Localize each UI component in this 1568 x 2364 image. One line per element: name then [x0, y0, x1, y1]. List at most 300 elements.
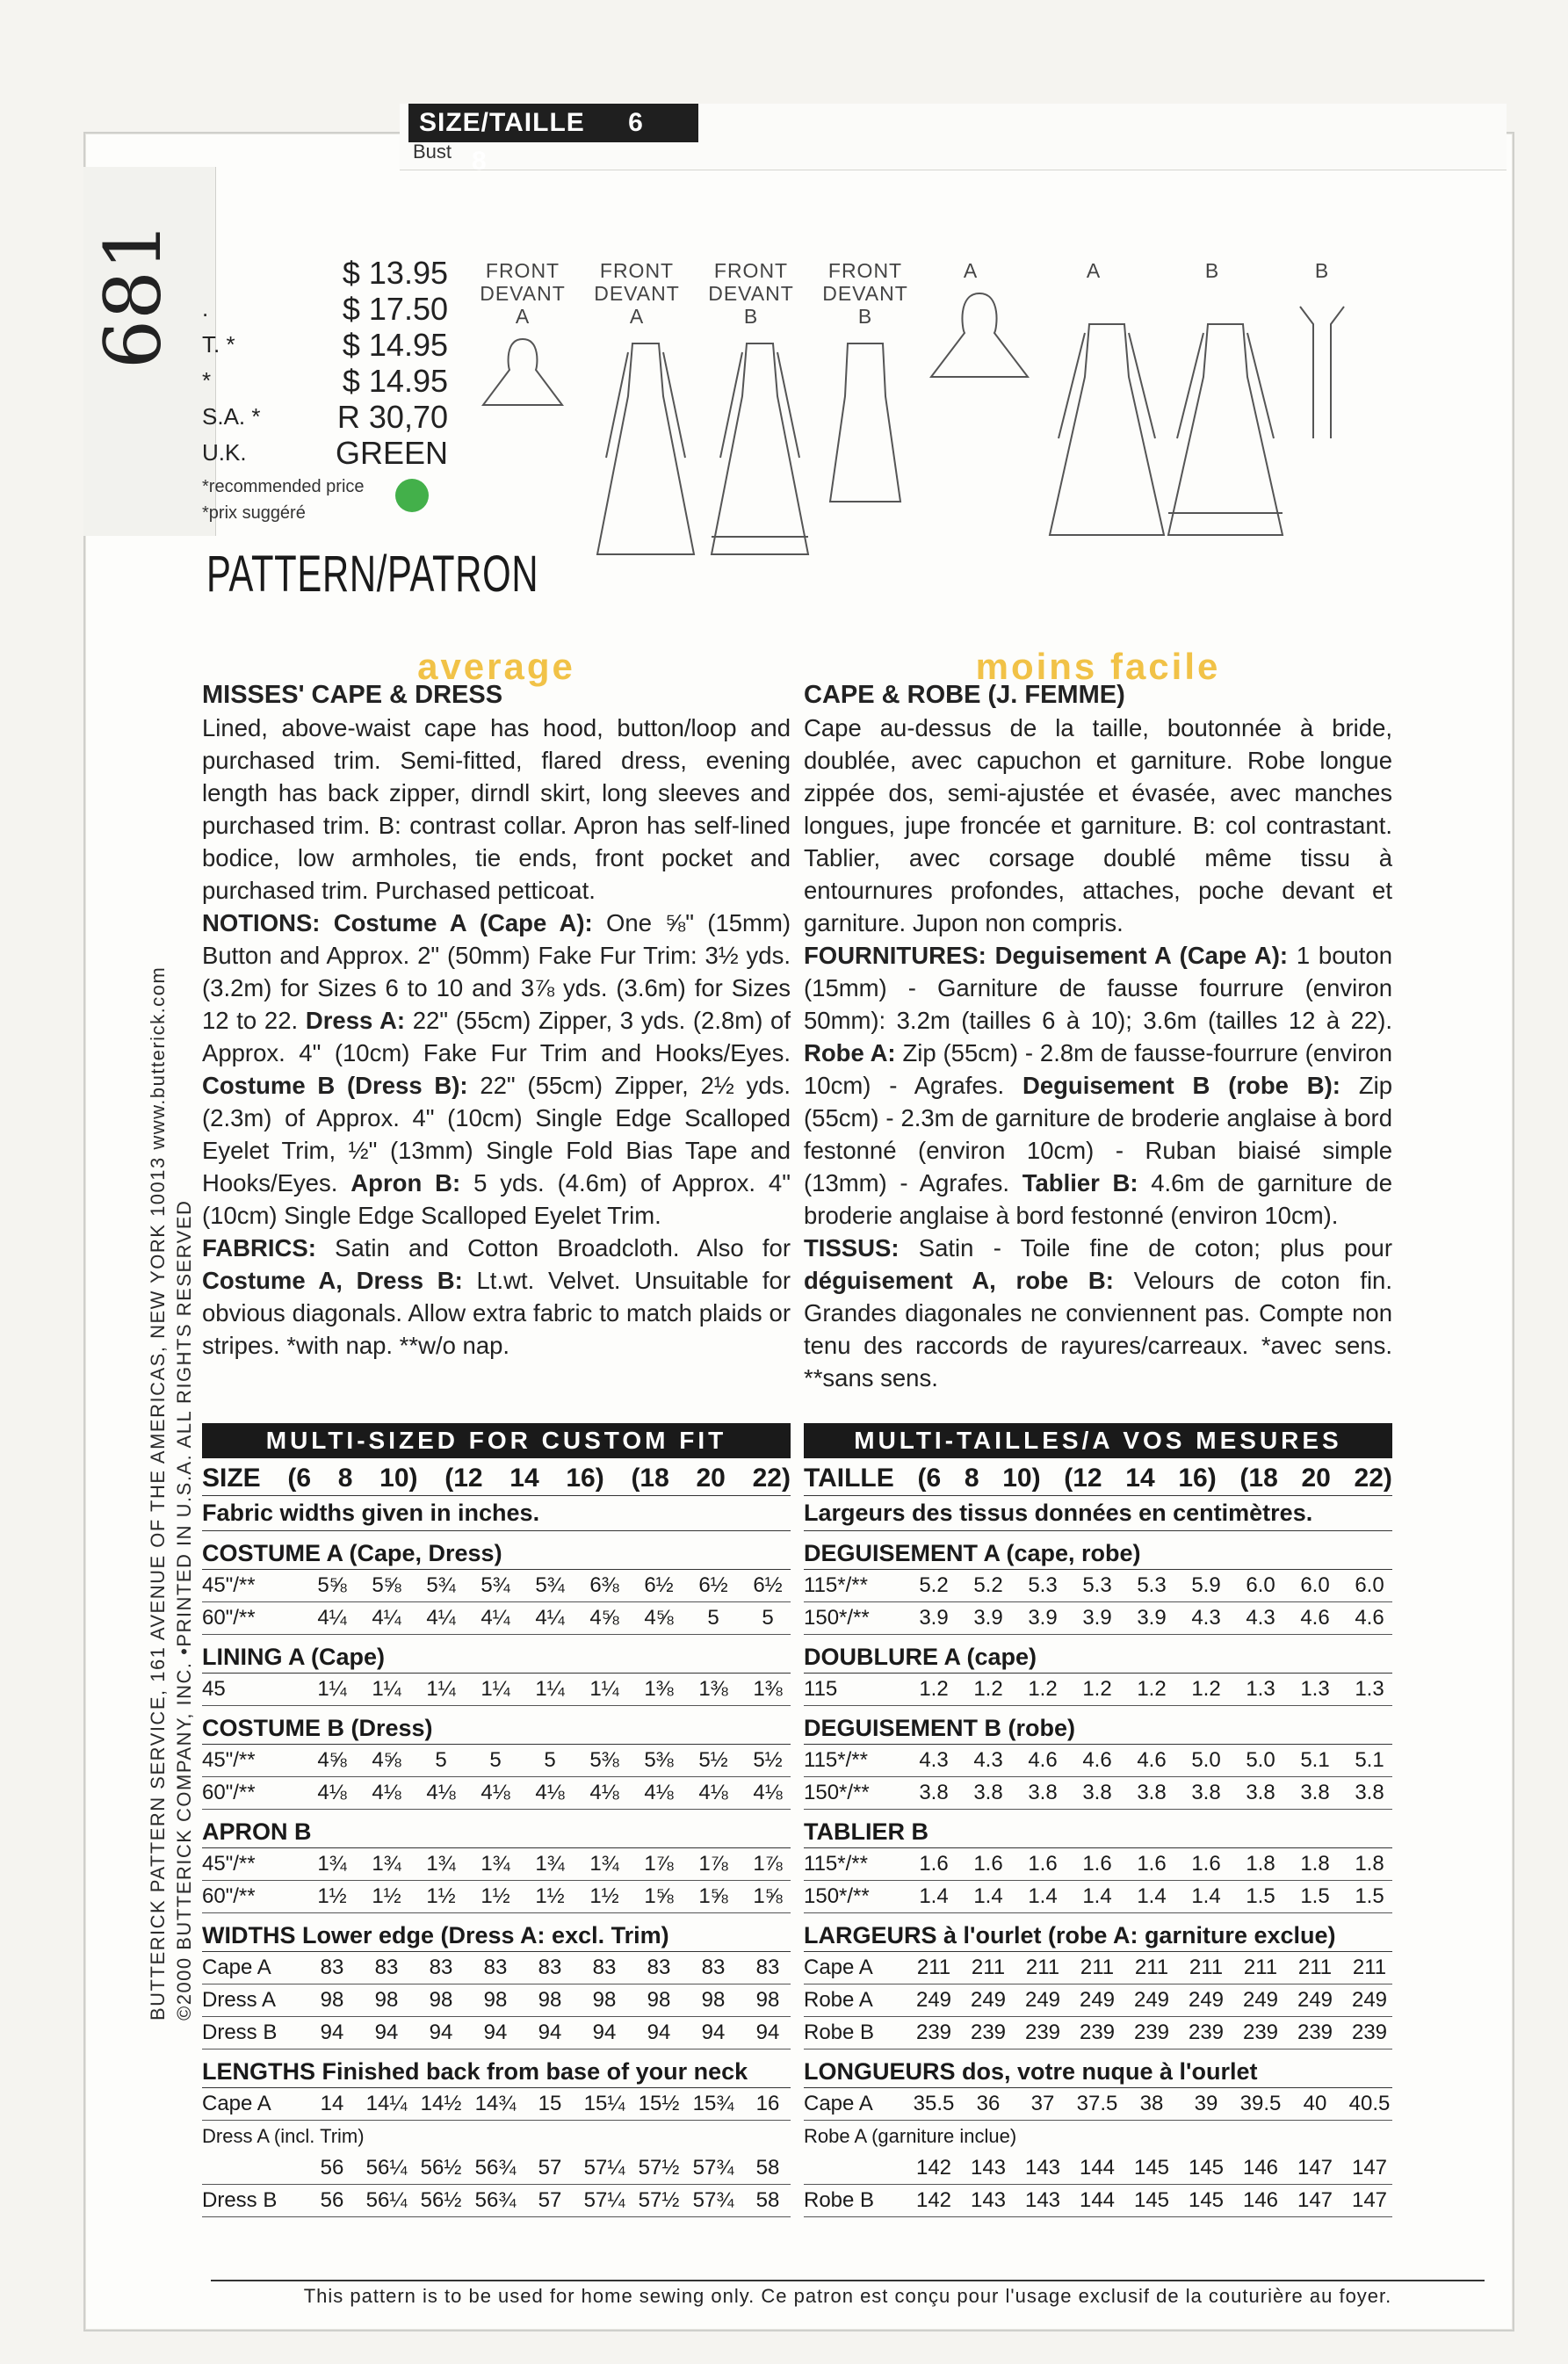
row-value: 5.3 [1028, 1573, 1058, 1597]
row-value: 5.0 [1246, 1748, 1275, 1772]
fabrics-text-1-en: Satin and Cotton Broadcloth. Also for [335, 1234, 791, 1262]
row-value: 98 [755, 1988, 780, 2012]
figure-back-apron-b [1274, 259, 1370, 447]
row-values [309, 1852, 791, 1876]
price-country: . [202, 295, 209, 322]
row-value: 211 [1243, 1956, 1278, 1979]
price-country: T. * [202, 331, 235, 358]
row-value: 37.5 [1076, 2092, 1118, 2115]
notions-deguisement-a: 1 bouton (15mm) - Garniture de fausse fourrure (environ 50mm): 3.2m (tailles 6 à 10); 3.6m (tailles 12 à 22). [804, 942, 1393, 1034]
row-value: 5.1 [1355, 1748, 1384, 1772]
fabrics-label-en: FABRICS: [202, 1234, 316, 1262]
size-value: (18 [1239, 1464, 1278, 1493]
row-values [911, 1781, 1392, 1805]
table-row [804, 1777, 1392, 1810]
row-value: 249 [1242, 1988, 1279, 2012]
row-value: 211 [1352, 1956, 1387, 1979]
table-row [804, 2017, 1392, 2050]
figure-label-2: DEVANT [480, 282, 566, 305]
row-value: 249 [1079, 1988, 1116, 2012]
figure-label-1: A [1086, 259, 1102, 282]
notions-apron-b-label: Apron B: [350, 1169, 461, 1196]
row-value: 249 [1024, 1988, 1061, 2012]
size-row [202, 1458, 791, 1496]
row-value: 4⅛ [481, 1781, 510, 1804]
size-header-first: 6 [628, 108, 644, 137]
row-value: 83 [483, 1956, 508, 1979]
dress-a-back-sketch-icon [1041, 289, 1173, 544]
price-value: $ 14.95 [342, 327, 448, 363]
row-value: 4.6 [1082, 1748, 1112, 1772]
table-section-title: COSTUME A (Cape, Dress) [202, 1536, 791, 1570]
table-section-title: DEGUISEMENT A (cape, robe) [804, 1536, 1392, 1570]
table-section-title: LINING A (Cape) [202, 1640, 791, 1674]
row-value: 56 [320, 2156, 344, 2180]
row-value: 249 [970, 1988, 1007, 2012]
row-value: 3.9 [1028, 1606, 1058, 1630]
table-row [202, 2017, 791, 2050]
figure-label-1: FRONT [599, 259, 675, 282]
row-values [309, 1781, 791, 1805]
fabrics-fr [804, 1232, 1392, 1394]
table-row [202, 1952, 791, 1984]
pattern-title: PATTERN/PATRON [206, 546, 539, 603]
price-note-fr: *prix suggéré [202, 503, 306, 523]
row-value: 3.9 [1082, 1606, 1112, 1630]
row-value: 5.9 [1191, 1573, 1221, 1597]
price-value: GREEN [335, 435, 448, 471]
row-value: 4⅛ [644, 1781, 674, 1804]
row-value: 98 [429, 1988, 453, 2012]
row-value: 4.3 [973, 1748, 1003, 1772]
row-value: 3.8 [973, 1781, 1003, 1804]
size-header-label: SIZE/TAILLE [419, 108, 585, 137]
price-row [202, 327, 448, 363]
cape-front-sketch-icon [474, 335, 571, 423]
row-value: 1.6 [1082, 1852, 1112, 1876]
row-value: 56¾ [474, 2188, 517, 2212]
row-value: 1½ [426, 1884, 456, 1908]
row-value: 1.3 [1355, 1677, 1384, 1701]
row-value: 5¾ [481, 1573, 510, 1597]
row-value: 5½ [698, 1748, 728, 1772]
table-row [804, 1674, 1392, 1706]
row-value: 1⅞ [753, 1852, 783, 1876]
row-value: 1.2 [1028, 1677, 1058, 1701]
row-value: 5.1 [1300, 1748, 1330, 1772]
size-value: 20 [1301, 1464, 1331, 1493]
fabric-width-note: Fabric widths given in inches. [202, 1496, 791, 1531]
row-value: 94 [320, 2021, 344, 2044]
size-value: 22) [1354, 1464, 1392, 1493]
row-value: 5¾ [426, 1573, 456, 1597]
row-value: 39 [1194, 2092, 1218, 2115]
figure-front-dress-a [589, 259, 685, 563]
table-row [804, 1848, 1392, 1881]
row-value: 1.5 [1300, 1884, 1330, 1908]
green-dot-icon [395, 479, 429, 512]
row-value: 211 [916, 1956, 951, 1979]
row-value: 4.3 [919, 1748, 949, 1772]
apron-back-sketch-icon [1274, 289, 1370, 447]
row-values [309, 2188, 791, 2213]
row-value: 5½ [753, 1748, 783, 1772]
row-value: 56½ [420, 2188, 462, 2212]
row-value: 6½ [753, 1573, 783, 1597]
row-value: 249 [1351, 1988, 1388, 2012]
row-value: 5.3 [1137, 1573, 1167, 1597]
row-value: 94 [647, 2021, 671, 2044]
row-value: 4⅛ [317, 1781, 347, 1804]
price-country: * [202, 367, 212, 394]
row-value: 1⅝ [753, 1884, 783, 1908]
row-values [309, 2092, 791, 2116]
row-values [911, 1606, 1392, 1630]
row-value: 1¾ [372, 1852, 401, 1876]
difficulty-level-fr: moins facile [975, 646, 1221, 687]
row-label: 60"/** [202, 1606, 256, 1630]
row-value: 1¾ [589, 1852, 619, 1876]
row-value: 35.5 [913, 2092, 955, 2115]
notions-tablier-b-label: Tablier B: [1022, 1169, 1138, 1196]
row-values [309, 1988, 791, 2013]
row-value: 14½ [420, 2092, 462, 2115]
row-value: 147 [1297, 2156, 1333, 2180]
row-value: 4⅛ [372, 1781, 401, 1804]
row-value: 56¼ [365, 2188, 408, 2212]
table-row [804, 1952, 1392, 1984]
row-value: 143 [970, 2156, 1007, 2180]
price-row [202, 363, 448, 399]
pattern-name-fr: CAPE & ROBE (J. FEMME) [804, 681, 1125, 709]
price-value: $ 14.95 [342, 363, 448, 399]
row-value: 58 [755, 2188, 780, 2212]
dress-b-back-sketch-icon [1160, 289, 1291, 544]
row-value: 1¾ [426, 1852, 456, 1876]
row-value: 239 [1242, 2021, 1279, 2044]
row-value: 211 [1025, 1956, 1060, 1979]
row-value: 57 [538, 2156, 562, 2180]
row-value: 15¼ [583, 2092, 625, 2115]
dress-a-front-sketch-icon [589, 335, 703, 563]
row-value: 4⅛ [698, 1781, 728, 1804]
row-value: 146 [1242, 2156, 1279, 2180]
row-value: 57½ [638, 2188, 680, 2212]
row-value: 1.6 [1028, 1852, 1058, 1876]
row-value: 1⅜ [644, 1677, 674, 1701]
size-value: 14 [1125, 1464, 1155, 1493]
row-value: 1.4 [1082, 1884, 1112, 1908]
row-values [309, 1606, 791, 1630]
figure-label-1: B [1314, 259, 1330, 282]
table-title-bar: MULTI-TAILLES/A VOS MESURES [804, 1423, 1392, 1458]
table-row [202, 2088, 791, 2121]
row-label: Dress A (incl. Trim) [202, 2125, 365, 2147]
row-value: 4¼ [372, 1606, 401, 1630]
size-value: (6 [917, 1464, 942, 1493]
row-value: 3.8 [1028, 1781, 1058, 1804]
row-value: 56¾ [474, 2156, 517, 2180]
row-label: 45"/** [202, 1852, 256, 1876]
row-value: 142 [915, 2156, 952, 2180]
row-values [309, 1748, 791, 1773]
dress-b-front-sketch-icon [703, 335, 817, 563]
fabrics-text-2-fr: Velours de coton fin. Grandes diagonales ne conviennent pas. Compte non tenu des raccords de rayures/carreaux. *avec sens. **sans sens. [804, 1267, 1392, 1392]
row-values [911, 1748, 1392, 1773]
row-value: 6.0 [1300, 1573, 1330, 1597]
row-value: 5.2 [973, 1573, 1003, 1597]
row-value: 98 [701, 1988, 726, 2012]
table-row [804, 1881, 1392, 1913]
row-value: 1.3 [1300, 1677, 1330, 1701]
figure-front-apron-b [817, 259, 914, 510]
size-label: SIZE [202, 1464, 261, 1493]
row-value: 1.4 [1137, 1884, 1167, 1908]
row-value: 1.4 [1028, 1884, 1058, 1908]
row-value: 1.5 [1355, 1884, 1384, 1908]
row-label: 60"/** [202, 1884, 256, 1908]
notions-deguisement-b-label: Deguisement B (robe B): [1022, 1072, 1340, 1099]
figure-label-1: A [963, 259, 979, 282]
row-value: 83 [320, 1956, 344, 1979]
price-row [202, 399, 448, 435]
row-value: 143 [1024, 2156, 1061, 2180]
row-value: 57 [538, 2188, 562, 2212]
table-row [804, 2121, 1392, 2152]
figure-label-1: FRONT [713, 259, 789, 282]
table-section-title: DEGUISEMENT B (robe) [804, 1711, 1392, 1745]
row-values [911, 1852, 1392, 1876]
row-label: Robe B [804, 2021, 875, 2044]
size-label: TAILLE [804, 1464, 894, 1493]
row-value: 142 [915, 2188, 952, 2212]
row-value: 145 [1133, 2156, 1170, 2180]
row-value: 1.6 [1191, 1852, 1221, 1876]
row-value: 239 [970, 2021, 1007, 2044]
row-label: Robe B [804, 2188, 875, 2212]
row-value: 83 [647, 1956, 671, 1979]
row-value: 5.2 [919, 1573, 949, 1597]
table-row [804, 1984, 1392, 2017]
row-label: 115*/** [804, 1852, 868, 1876]
row-values [911, 1677, 1392, 1702]
row-value: 6.0 [1355, 1573, 1384, 1597]
row-values [309, 2156, 791, 2180]
row-value: 4⅛ [753, 1781, 783, 1804]
row-value: 239 [1297, 2021, 1333, 2044]
row-value: 94 [429, 2021, 453, 2044]
row-value: 40 [1303, 2092, 1327, 2115]
table-row [804, 1745, 1392, 1777]
row-value: 4⅝ [589, 1606, 619, 1630]
row-value: 94 [701, 2021, 726, 2044]
row-label: Cape A [202, 2092, 271, 2115]
row-value: 6⅜ [589, 1573, 619, 1597]
row-value: 239 [1188, 2021, 1225, 2044]
notions-apron-b: 5 yds. (4.6m) of Approx. 4" (10cm) Single Edge Scalloped Eyelet Trim. [202, 1169, 791, 1229]
row-value: 4⅝ [644, 1606, 674, 1630]
size-value: (6 [287, 1464, 312, 1493]
row-value: 4¼ [317, 1606, 347, 1630]
row-values [309, 1956, 791, 1980]
pattern-name-en: MISSES' CAPE & DRESS [202, 681, 503, 709]
table-row [202, 1570, 791, 1602]
price-row [202, 291, 448, 327]
size-value: (18 [631, 1464, 669, 1493]
row-value: 83 [538, 1956, 562, 1979]
row-value: 1.4 [1191, 1884, 1221, 1908]
table-row [202, 2152, 791, 2185]
row-value: 4.3 [1246, 1606, 1275, 1630]
garment-description-fr: Cape au-dessus de la taille, boutonnée à bride, doublée, avec capuchon et garniture. Robe longue zippée dos, semi-ajustée et évasée, avec manches longues, jupe froncée et garniture. B: col contrastant. Tablier, avec corsage doublé même tissu à entournures profondes, attaches, poche devant et garniture. Jupon non compris. [804, 714, 1392, 936]
row-value: 239 [1079, 2021, 1116, 2044]
row-value: 4¼ [426, 1606, 456, 1630]
row-value: 1¼ [535, 1677, 565, 1701]
row-value: 1¼ [372, 1677, 401, 1701]
price-country: U.K. [202, 439, 247, 466]
row-value: 4⅝ [317, 1748, 347, 1772]
row-value: 57½ [638, 2156, 680, 2180]
row-value: 4¼ [535, 1606, 565, 1630]
table-section-title: APRON B [202, 1815, 791, 1848]
notions-label-fr: FOURNITURES: [804, 942, 986, 969]
price-country: S.A. * [202, 403, 261, 430]
table-row [804, 2185, 1392, 2217]
row-value: 1.2 [919, 1677, 949, 1701]
row-label: 150*/** [804, 1781, 870, 1804]
row-label: Robe A (garniture inclue) [804, 2125, 1017, 2147]
table-row [202, 1984, 791, 2017]
table-section-title: LENGTHS Finished back from base of your neck [202, 2055, 791, 2088]
row-value: 3.8 [1246, 1781, 1275, 1804]
table-row [202, 1674, 791, 1706]
row-value: 143 [1024, 2188, 1061, 2212]
row-value: 1.8 [1355, 1852, 1384, 1876]
notions-deguisement-a-label: Deguisement A (Cape A): [994, 942, 1289, 969]
description-en [202, 646, 791, 1362]
row-label: Cape A [202, 1956, 271, 1979]
row-label: 45 [202, 1677, 226, 1701]
publisher-line-2: ©2000 BUTTERICK COMPANY, INC. •PRINTED IN U.S.A. ALL RIGHTS RESERVED [173, 1199, 195, 2021]
row-value: 249 [1188, 1988, 1225, 2012]
row-value: 1.6 [1137, 1852, 1167, 1876]
notions-fr [804, 939, 1392, 1232]
table-row [202, 1745, 791, 1777]
bust-label: Bust [413, 141, 452, 163]
row-values [911, 1988, 1392, 2013]
row-values [911, 2021, 1392, 2045]
row-value: 14 [320, 2092, 344, 2115]
figure-label-3: A [515, 305, 531, 328]
row-value: 145 [1188, 2156, 1225, 2180]
size-value: 16) [1178, 1464, 1217, 1493]
table-row [202, 1777, 791, 1810]
row-value: 15 [538, 2092, 562, 2115]
size-value: 22) [752, 1464, 791, 1493]
row-value: 1¾ [481, 1852, 510, 1876]
table-section-title: TABLIER B [804, 1815, 1392, 1848]
apron-front-sketch-icon [817, 335, 914, 510]
row-label: Cape A [804, 1956, 873, 1979]
row-value: 239 [1024, 2021, 1061, 2044]
row-value: 36 [976, 2092, 1001, 2115]
row-value: 6½ [698, 1573, 728, 1597]
table-row [804, 2152, 1392, 2185]
notions-dress-a-label: Dress A: [305, 1007, 405, 1034]
table-row [804, 2088, 1392, 2121]
difficulty-level-en: average [417, 646, 575, 687]
row-value: 1.8 [1246, 1852, 1275, 1876]
row-value: 4.6 [1355, 1606, 1384, 1630]
row-value: 94 [538, 2021, 562, 2044]
fabrics-costume-label-en: Costume A, Dress B: [202, 1267, 463, 1294]
row-label: 150*/** [804, 1884, 870, 1908]
table-section-title: COSTUME B (Dress) [202, 1711, 791, 1745]
row-value: 145 [1133, 2188, 1170, 2212]
row-value: 1⅞ [644, 1852, 674, 1876]
size-value: 10) [379, 1464, 418, 1493]
price-value: $ 13.95 [342, 255, 448, 291]
size-row [804, 1458, 1392, 1496]
row-value: 249 [1297, 1988, 1333, 2012]
row-value: 83 [429, 1956, 453, 1979]
price-row [202, 255, 448, 291]
price-country [202, 255, 272, 291]
figure-front-dress-b [703, 259, 799, 563]
row-value: 83 [374, 1956, 399, 1979]
notions-deguisement-b: Zip (55cm) - 2.3m de garniture de broderie anglaise à bord festonné (environ 10cm) - Ruban biaisé simple (13mm) - Agrafes. [804, 1072, 1393, 1196]
row-values [911, 2092, 1392, 2116]
row-value: 1⅜ [753, 1677, 783, 1701]
row-label: 45"/** [202, 1748, 256, 1772]
garment-description-en: Lined, above-waist cape has hood, button/loop and purchased trim. Semi-fitted, flared dress, evening length has back zipper, dirndl skirt, long sleeves and purchased trim. B: contrast collar. Apron has self-lined bodice, low armholes, tie ends, front pocket and purchased trim. Purchased petticoat. [202, 714, 791, 904]
row-values [309, 1677, 791, 1702]
row-value: 3.9 [973, 1606, 1003, 1630]
row-value: 1½ [372, 1884, 401, 1908]
fabrics-text-1-fr: Satin - Toile fine de coton; plus pour [918, 1234, 1393, 1262]
figure-label-2: DEVANT [594, 282, 680, 305]
description-fr [804, 646, 1393, 1394]
row-values [911, 2156, 1392, 2180]
notions-robe-a-label: Robe A: [804, 1039, 896, 1066]
notions-dress-a: 22" (55cm) Zipper, 3 yds. (2.8m) of Approx. 4" (10cm) Fake Fur Trim and Hooks/Eyes. [202, 1007, 791, 1066]
price-note-en: *recommended price [202, 477, 365, 496]
notions-costume-b-label: Costume B (Dress B): [202, 1072, 468, 1099]
size-value: (12 [1064, 1464, 1102, 1493]
row-values [309, 1884, 791, 1909]
size-header-second: 8 [472, 147, 488, 176]
row-value: 6½ [644, 1573, 674, 1597]
notions-costume-a: One ⅝" (15mm) Button and Approx. 2" (50mm) Fake Fur Trim: 3½ yds. (3.2m) for Sizes 6 to 10 and 3⅞ yds. (3.6m) for Sizes 12 to 22. [202, 909, 791, 1034]
table-row [202, 1602, 791, 1635]
row-values [911, 1884, 1392, 1909]
row-label: Dress A [202, 1988, 277, 2012]
row-value: 83 [592, 1956, 617, 1979]
row-value: 56½ [420, 2156, 462, 2180]
figure-label-2: DEVANT [822, 282, 908, 305]
row-values [309, 1573, 791, 1598]
figure-label-3: B [743, 305, 759, 328]
row-value: 3.8 [919, 1781, 949, 1804]
size-value: 16) [566, 1464, 604, 1493]
figure-front-cape-a [474, 259, 571, 423]
row-value: 4¼ [481, 1606, 510, 1630]
row-value: 146 [1242, 2188, 1279, 2212]
row-value: 3.8 [1137, 1781, 1167, 1804]
row-value: 1.2 [1137, 1677, 1167, 1701]
row-value: 5 [762, 1606, 774, 1630]
row-value: 94 [374, 2021, 399, 2044]
